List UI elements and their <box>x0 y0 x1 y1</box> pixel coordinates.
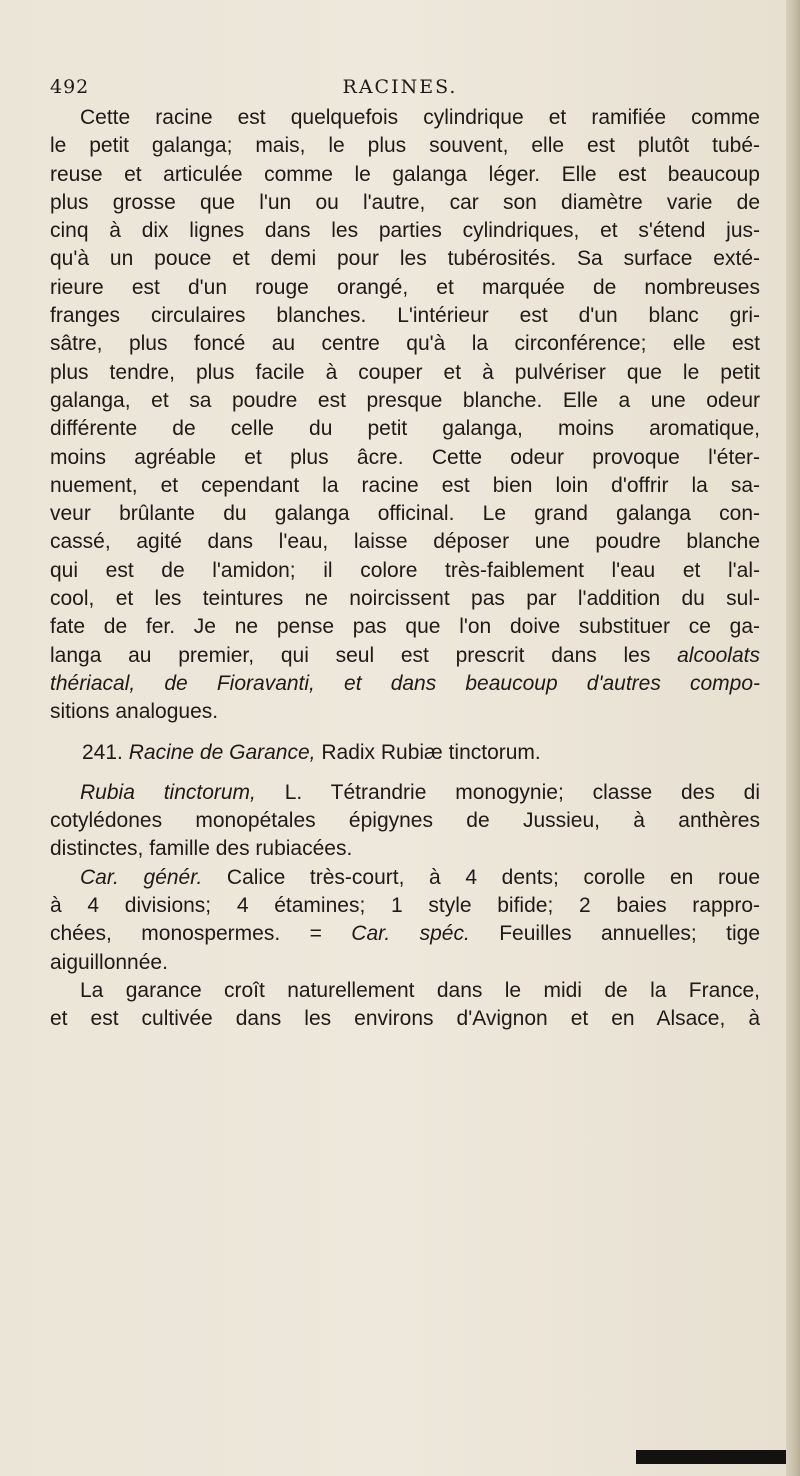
text-line: cotylédones monopétales épigynes de Jussieu, à anthères <box>50 809 760 833</box>
car-gener-label: Car. génér. <box>80 865 203 889</box>
scan-dark-bar <box>636 1450 786 1464</box>
text-line: franges circulaires blanches. L'intérieur est d'un blanc gri- <box>50 304 760 328</box>
text-line: Cette racine est quelquefois cylindrique et ramifiée comme <box>80 106 760 129</box>
text-line: différente de celle du petit galanga, moins aromatique, <box>50 417 760 441</box>
body-text <box>50 104 760 1034</box>
section-title-la: Radix Rubiæ tinctorum. <box>321 740 541 764</box>
section-number: 241. <box>82 740 123 764</box>
italic-term: alcoolats <box>677 643 760 667</box>
text-line: galanga, et sa poudre est presque blanche. Elle a une odeur <box>50 388 760 412</box>
running-title: RACINES. <box>342 76 458 98</box>
text-fragment: Calice très-court, à 4 dents; corolle en roue <box>202 865 760 889</box>
section-title-fr: Racine de Garance, <box>128 740 316 764</box>
text-line: reuse et articulée comme le galanga léger. Elle est beaucoup <box>50 162 760 186</box>
text-line: veur brûlante du galanga officinal. Le grand galanga con- <box>50 502 760 526</box>
text-line: et est cultivée dans les environs d'Avignon et en Alsace, à <box>50 1007 760 1031</box>
text-line: rieure est d'un rouge orangé, et marquée de nombreuses <box>50 275 760 299</box>
text-line: sitions analogues. <box>50 700 219 724</box>
page-header <box>50 76 750 106</box>
text-line: fate de fer. Je ne pense pas que l'on doive substituer ce ga- <box>50 615 760 639</box>
text-fragment: Feuilles annuelles; tige <box>469 922 761 946</box>
text-line: aiguillonnée. <box>50 950 168 974</box>
text-line: cool, et les teintures ne noircissent pas par l'addition du sul- <box>50 587 760 611</box>
text-fragment: langa au premier, qui seul est prescrit dans les <box>50 643 651 667</box>
text-line: La garance croît naturellement dans le midi de la France, <box>80 978 760 1002</box>
section-heading <box>50 739 760 767</box>
text-line-mixed <box>50 864 760 892</box>
text-line-mixed <box>50 642 760 670</box>
text-line: nuement, et cependant la racine est bien loin d'offrir la sa- <box>50 473 760 497</box>
text-fragment: chées, monospermes. = <box>50 922 352 946</box>
page-edge-shadow <box>786 0 800 1476</box>
text-line-mixed <box>50 779 760 807</box>
text-line: à 4 divisions; 4 étamines; 1 style bifide; 2 baies rappro- <box>50 894 760 918</box>
text-line: thériacal, de Fioravanti, et dans beaucoup d'autres compo- <box>50 671 760 695</box>
text-line: qu'à un pouce et demi pour les tubérosités. Sa surface exté- <box>50 247 760 271</box>
text-line: distinctes, famille des rubiacées. <box>50 837 353 861</box>
text-line: cassé, agité dans l'eau, laisse déposer une poudre blanche <box>50 530 760 554</box>
latin-name: Rubia tinctorum, <box>80 780 256 804</box>
text-line: moins agréable et plus âcre. Cette odeur provoque l'éter- <box>50 445 760 469</box>
text-line: plus grosse que l'un ou l'autre, car son diamètre varie de <box>50 190 760 214</box>
text-line: plus tendre, plus facile à couper et à pulvériser que le petit <box>50 360 760 384</box>
text-line: cinq à dix lignes dans les parties cylindriques, et s'étend jus- <box>50 219 760 243</box>
text-fragment: L. Tétrandrie monogynie; classe des di <box>255 780 760 804</box>
car-spec-label: Car. spéc. <box>351 922 470 946</box>
text-line: le petit galanga; mais, le plus souvent, elle est plutôt tubé- <box>50 134 760 158</box>
page-number: 492 <box>50 76 90 98</box>
text-line: qui est de l'amidon; il colore très-faiblement l'eau et l'al- <box>50 558 760 582</box>
text-line: sâtre, plus foncé au centre qu'à la circonférence; elle est <box>50 332 760 356</box>
text-line-mixed <box>50 920 760 948</box>
